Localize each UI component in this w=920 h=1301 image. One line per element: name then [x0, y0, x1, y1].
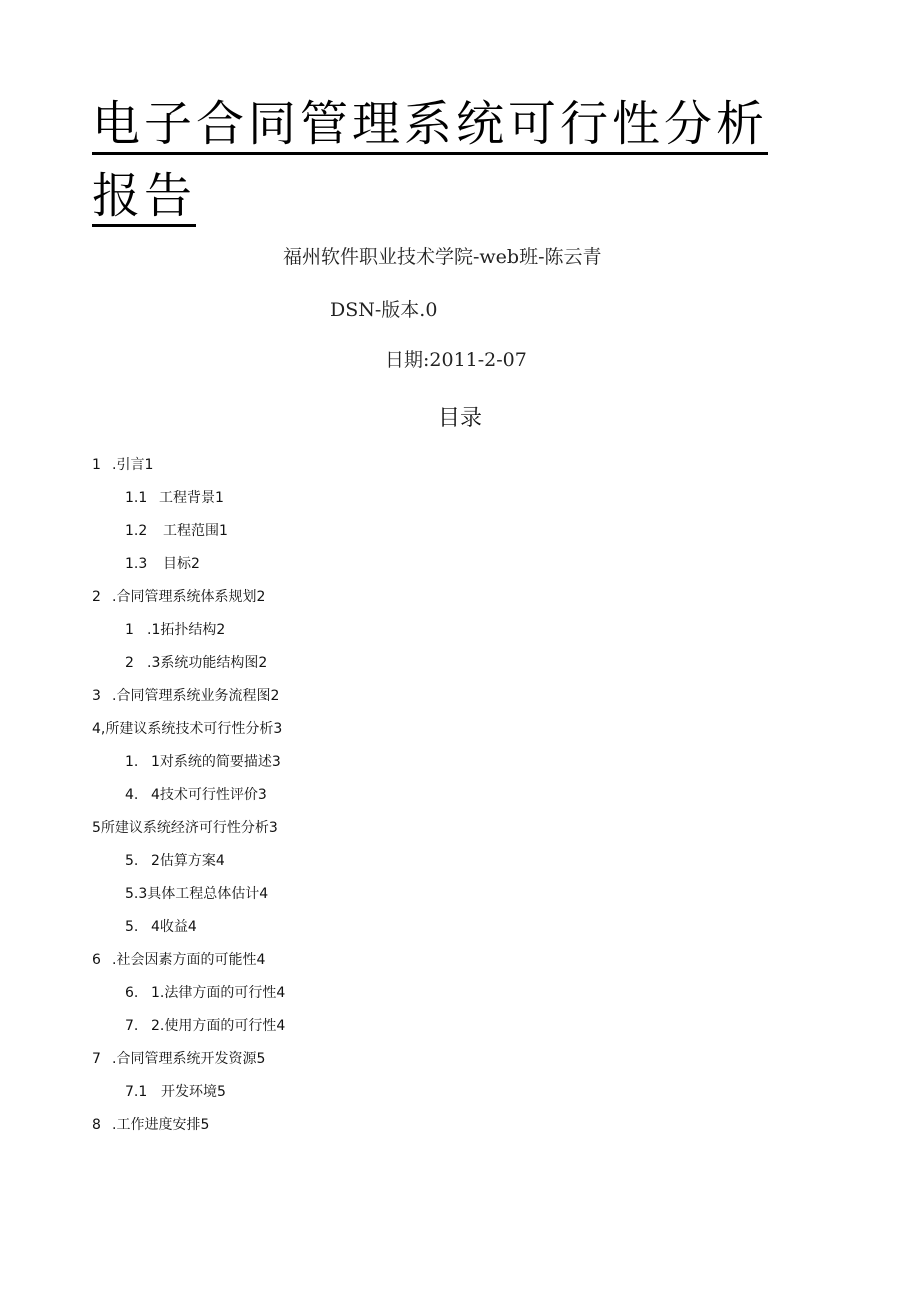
toc-entry[interactable] — [125, 620, 225, 640]
toc-entry-text: 2.使用方面的可行性4 — [151, 1018, 286, 1034]
toc-entry-text: .合同管理系统开发资源5 — [112, 1051, 266, 1067]
toc-entry-text: 工程范围1 — [163, 523, 228, 539]
toc-entry[interactable] — [125, 1016, 285, 1036]
toc-entry-text: 4技术可行性评价3 — [151, 787, 267, 803]
toc-entry-number: 1 — [125, 622, 134, 638]
toc-entry-number: 4. — [125, 787, 139, 803]
toc-entry[interactable] — [125, 917, 197, 937]
toc-entry-number: 7.1 — [125, 1084, 148, 1100]
author-line: 福州软件职业技术学院-web班-陈云青 — [283, 246, 602, 268]
date-line: 日期:2011-2-07 — [385, 349, 527, 371]
toc-entry-text: .工作进度安排5 — [112, 1117, 210, 1133]
toc-entry-number: 6. — [125, 985, 139, 1001]
toc-entry-text: .引言1 — [112, 457, 154, 473]
toc-entry-number: 2 — [92, 589, 101, 605]
toc-entry-text: 4收益4 — [151, 919, 197, 935]
toc-entry[interactable] — [125, 785, 267, 805]
toc-entry[interactable] — [92, 1049, 265, 1069]
toc-entry-text: 4,所建议系统技术可行性分析3 — [92, 721, 283, 737]
document-title-text-1: 电子合同管理系统可行性分析 — [92, 98, 768, 155]
toc-entry-number: 1 — [92, 457, 101, 473]
document-title-text-2: 报告 — [92, 170, 196, 227]
toc-heading: 目录 — [437, 406, 482, 431]
toc-entry[interactable] — [125, 521, 228, 541]
toc-entry[interactable] — [92, 950, 265, 970]
toc-entry-text: 开发环境5 — [161, 1084, 226, 1100]
toc-entry-number: 1.2 — [125, 523, 148, 539]
toc-entry-text: 工程背景1 — [159, 490, 224, 506]
toc-entry-text: .合同管理系统业务流程图2 — [112, 688, 280, 704]
toc-entry[interactable] — [92, 587, 265, 607]
toc-entry[interactable] — [125, 884, 268, 904]
toc-entry-number: 2 — [125, 655, 134, 671]
toc-entry-number: 5. — [125, 919, 139, 935]
toc-entry-text: .社会因素方面的可能性4 — [112, 952, 266, 968]
toc-entry-number: 7. — [125, 1018, 139, 1034]
toc-entry-number: 6 — [92, 952, 101, 968]
toc-entry-text: .合同管理系统体系规划2 — [112, 589, 266, 605]
toc-entry-number: 1.1 — [125, 490, 148, 506]
toc-entry-text: .3系统功能结构图2 — [147, 655, 268, 671]
version-line: DSN-版本.0 — [330, 299, 438, 321]
toc-entry[interactable] — [92, 686, 279, 706]
toc-entry-number: 1.3 — [125, 556, 148, 572]
toc-entry-number: 1. — [125, 754, 139, 770]
toc-entry[interactable] — [125, 488, 224, 508]
toc-entry-text: 1对系统的简要描述3 — [151, 754, 281, 770]
toc-entry[interactable] — [125, 653, 267, 673]
toc-entry-number: 7 — [92, 1051, 101, 1067]
toc-entry-text: 目标2 — [163, 556, 200, 572]
toc-entry-text: 1.法律方面的可行性4 — [151, 985, 286, 1001]
toc-entry[interactable] — [125, 554, 200, 574]
toc-entry-text: 5所建议系统经济可行性分析3 — [92, 820, 278, 836]
toc-entry[interactable] — [92, 455, 153, 475]
document-title-line-1 — [92, 98, 768, 155]
toc-entry-number: 5. — [125, 853, 139, 869]
toc-entry[interactable] — [92, 1115, 209, 1135]
toc-entry-number: 3 — [92, 688, 101, 704]
document-title-line-2 — [92, 170, 196, 227]
toc-entry[interactable] — [125, 752, 281, 772]
toc-entry-text: 2估算方案4 — [151, 853, 225, 869]
toc-entry[interactable] — [125, 983, 285, 1003]
toc-entry[interactable] — [125, 1082, 226, 1102]
toc-entry-number: 8 — [92, 1117, 101, 1133]
toc-entry-text: 5.3具体工程总体估计4 — [125, 886, 269, 902]
toc-entry[interactable] — [125, 851, 225, 871]
toc-entry[interactable] — [92, 818, 278, 838]
toc-entry[interactable] — [92, 719, 282, 739]
toc-entry-text: .1拓扑结构2 — [147, 622, 226, 638]
